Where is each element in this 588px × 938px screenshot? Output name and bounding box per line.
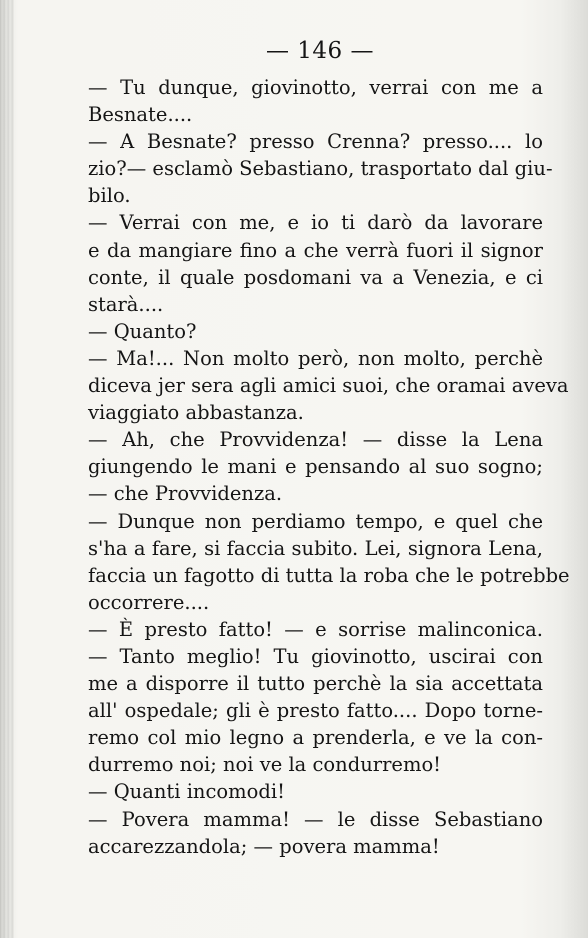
text-line: Besnate.... xyxy=(88,103,193,127)
book-spine-shadow xyxy=(0,0,14,938)
text-line: — Quanto? xyxy=(88,319,197,343)
page-number: — 146 — xyxy=(265,38,375,64)
text-line: — A Besnate? presso Crenna? presso.... lo xyxy=(88,130,543,154)
text-line: faccia un fagotto di tutta la roba che le potrebbe xyxy=(88,563,570,587)
text-line: conte, il quale posdomani va a Venezia, e ci xyxy=(88,265,543,289)
text-line: — Tu dunque, giovinotto, verrai con me a xyxy=(88,76,543,99)
text-line: bilo. xyxy=(88,184,131,208)
text-line: — Povera mamma! — le disse Sebastiano xyxy=(88,807,543,831)
text-line: e da mangiare fino a che verrà fuori il signor xyxy=(88,238,543,262)
text-line: — Ah, che Provvidenza! — disse la Lena xyxy=(88,428,543,452)
text-line: s'ha a fare, si faccia subito. Lei, signora Lena, xyxy=(88,536,543,560)
text-line: accarezzandola; — povera mamma! xyxy=(88,834,440,858)
text-line: — Tanto meglio! Tu giovinotto, uscirai con xyxy=(88,644,543,668)
text-line: — Dunque non perdiamo tempo, e quel che xyxy=(88,509,543,533)
body-text xyxy=(88,74,570,860)
text-line: remo col mio legno a prenderla, e ve la con- xyxy=(88,726,543,750)
text-line: starà.... xyxy=(88,292,164,316)
text-line: zio?— esclamò Sebastiano, trasportato dal giu- xyxy=(88,157,553,181)
text-line: all' ospedale; gli è presto fatto.... Dopo torne- xyxy=(88,699,543,723)
text-line: — Verrai con me, e io ti darò da lavorare xyxy=(88,211,543,235)
text-line: — che Provvidenza. xyxy=(88,482,283,506)
text-line: — È presto fatto! — e sorrise malinconica. xyxy=(88,617,543,641)
text-line: — Quanti incomodi! xyxy=(88,780,285,804)
text-line: — Ma!... Non molto però, non molto, perchè xyxy=(88,346,543,370)
text-line: me a disporre il tutto perchè la sia accettata xyxy=(88,672,543,696)
text-line: diceva jer sera agli amici suoi, che oramai aveva xyxy=(88,374,569,398)
text-line: giungendo le mani e pensando al suo sogno; xyxy=(88,455,543,479)
text-line: viaggiato abbastanza. xyxy=(88,401,304,425)
text-line: occorrere.... xyxy=(88,590,210,614)
text-line: durremo noi; noi ve la condurremo! xyxy=(88,753,442,777)
